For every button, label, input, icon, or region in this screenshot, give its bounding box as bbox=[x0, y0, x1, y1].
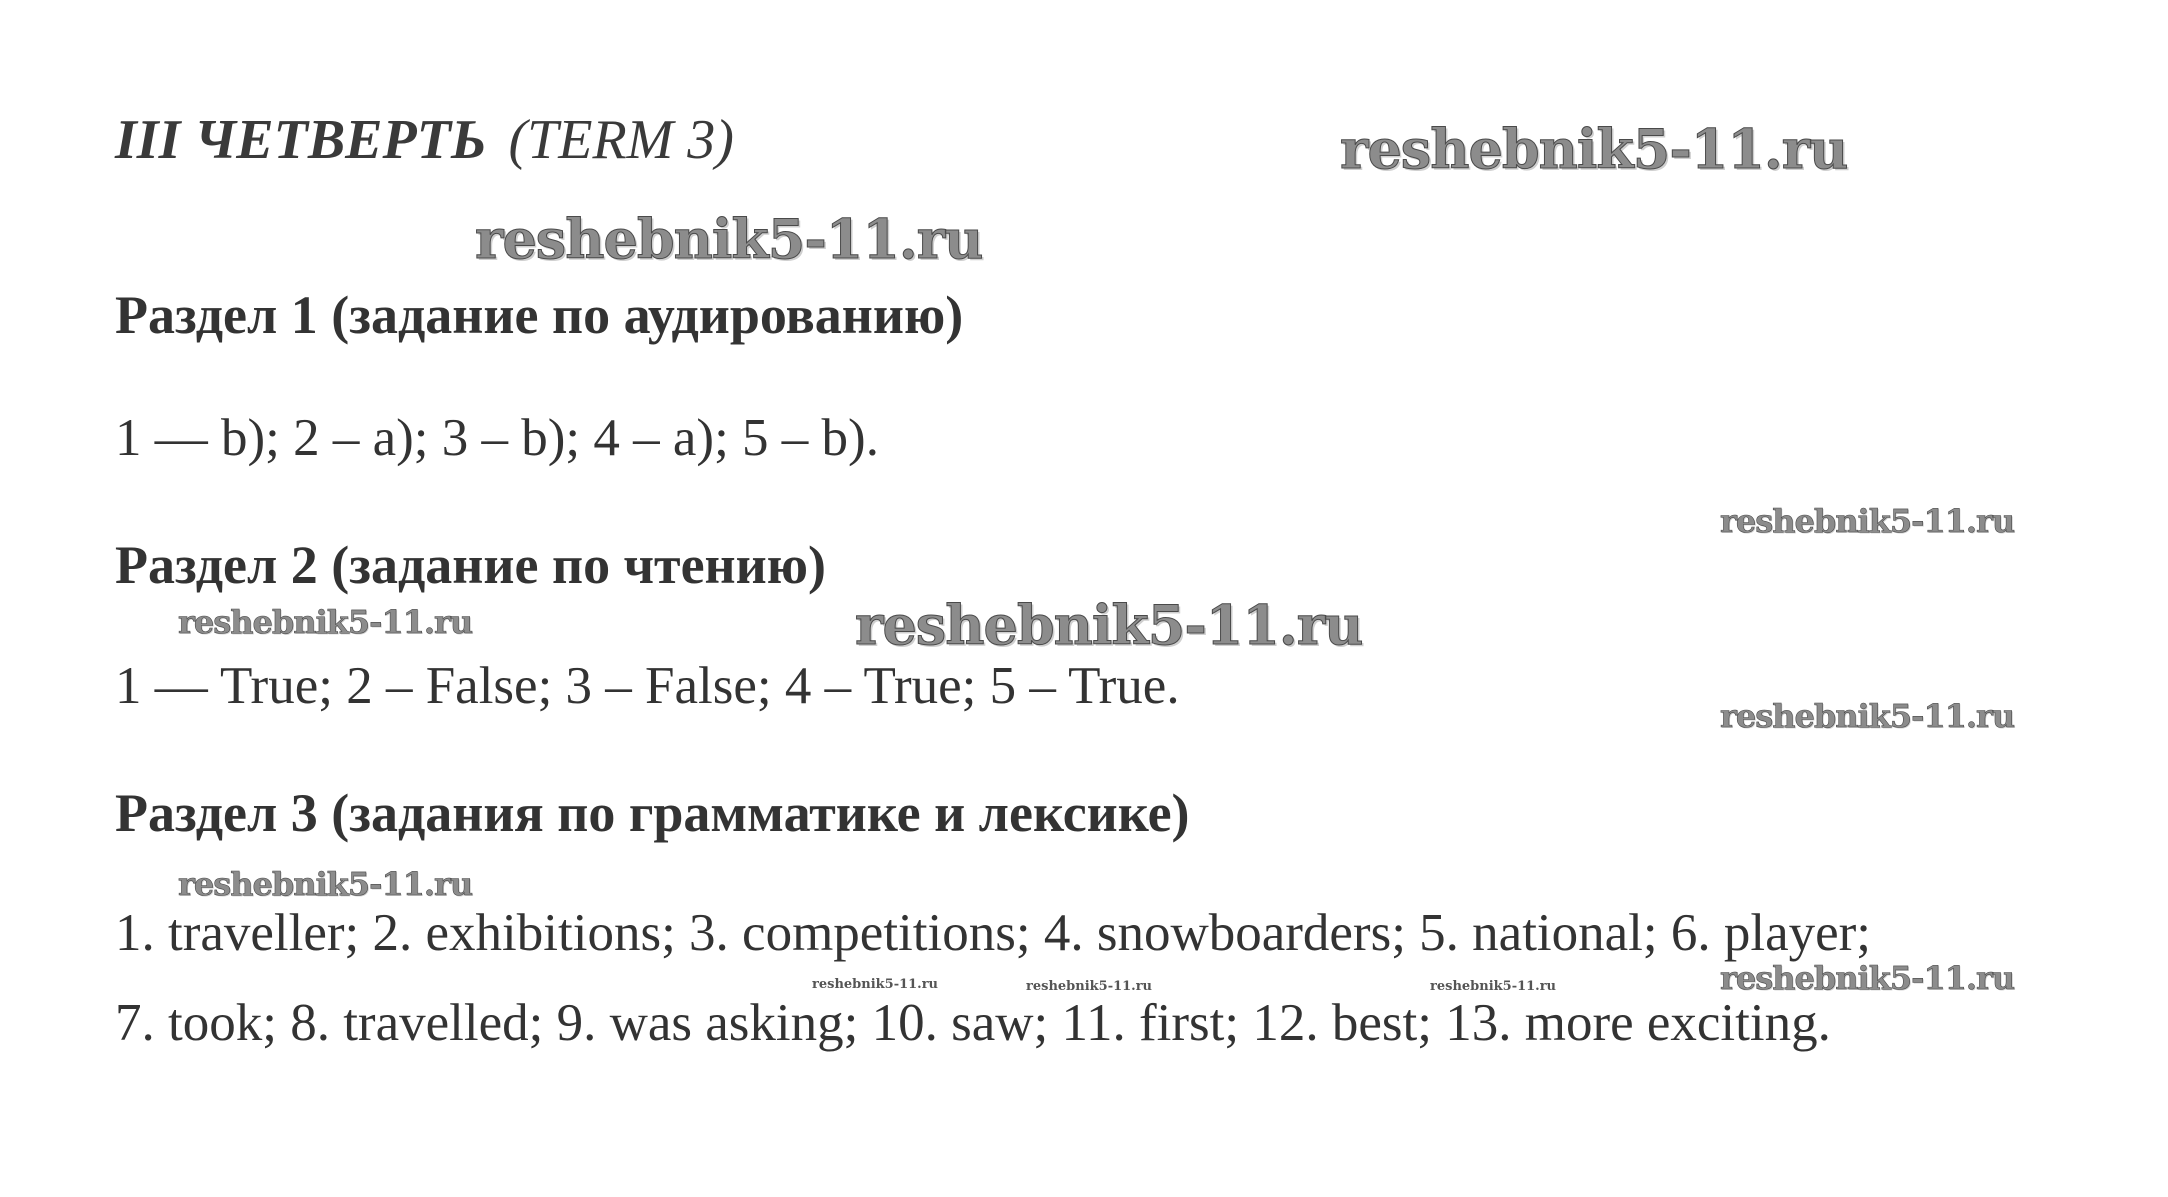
watermark-stamp: reshebnik5-11.ru bbox=[1720, 502, 2015, 540]
watermark-stamp: reshebnik5-11.ru bbox=[178, 603, 473, 641]
watermark-stamp: reshebnik5-11.ru bbox=[1026, 979, 1153, 994]
section-3-answers-line-2: 7. took; 8. travelled; 9. was asking; 10. saw; 11. first; 12. best; 13. more exciting. bbox=[115, 994, 1831, 1052]
watermark-stamp: reshebnik5-11.ru bbox=[812, 977, 939, 992]
watermark-stamp: reshebnik5-11.ru bbox=[178, 865, 473, 903]
section-1-answers: 1 — b); 2 – a); 3 – b); 4 – a); 5 – b). bbox=[115, 409, 879, 467]
watermark-stamp: reshebnik5-11.ru bbox=[1430, 979, 1557, 994]
term-heading-sub: (TERM 3) bbox=[508, 109, 734, 171]
section-3-answers-line-1: 1. traveller; 2. exhibitions; 3. competitions; 4. snowboarders; 5. national; 6. player; bbox=[115, 904, 1872, 962]
term-heading-main: III ЧЕТВЕРТЬ bbox=[115, 109, 487, 171]
watermark-stamp: reshebnik5-11.ru bbox=[1720, 959, 2015, 997]
watermark-stamp: reshebnik5-11.ru bbox=[855, 593, 1363, 657]
term-heading bbox=[115, 109, 734, 171]
section-1-title: Раздел 1 (задание по аудированию) bbox=[115, 285, 964, 345]
watermark-stamp: reshebnik5-11.ru bbox=[475, 207, 983, 271]
section-2-answers: 1 — True; 2 – False; 3 – False; 4 – True; 5 – True. bbox=[115, 657, 1180, 715]
section-3-title: Раздел 3 (задания по грамматике и лексике) bbox=[115, 783, 1190, 843]
watermark-stamp: reshebnik5-11.ru bbox=[1720, 697, 2015, 735]
section-2-title: Раздел 2 (задание по чтению) bbox=[115, 535, 827, 595]
watermark-stamp: reshebnik5-11.ru bbox=[1340, 117, 1848, 181]
